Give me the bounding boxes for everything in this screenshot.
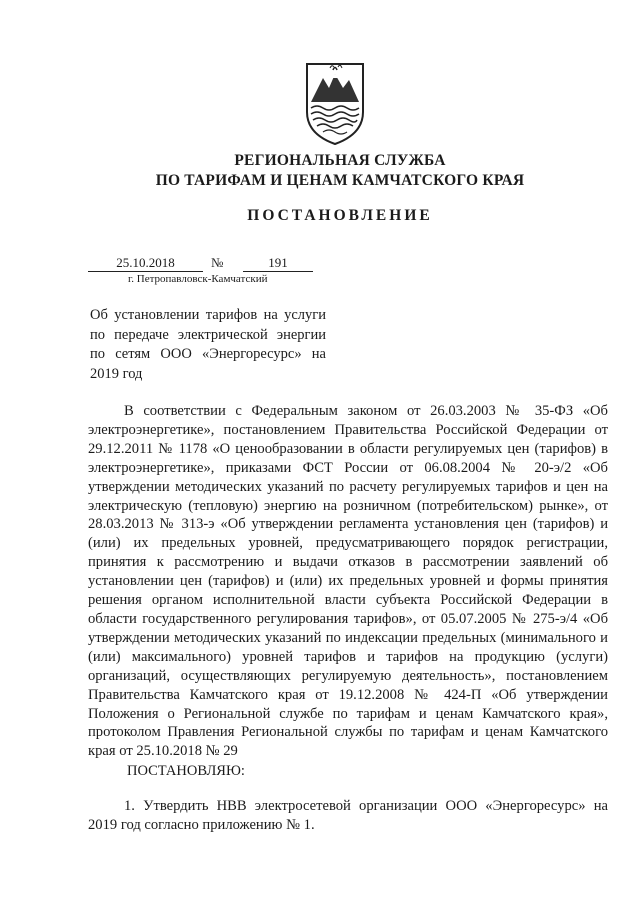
document-city: г. Петропавловск-Камчатский — [128, 273, 268, 285]
organization-name-line2: ПО ТАРИФАМ И ЦЕНАМ КАМЧАТСКОГО КРАЯ — [155, 172, 525, 189]
preamble-paragraph: В соответствии с Федеральным законом от 26.03.2003 № 35-ФЗ «Об электроэнергетике», постановлением Правительства Российской Федерации от 29.12.2011 № 1178 «О ценообразовании в области регулируемых цен (тарифов) в электроэнергетике», приказами ФСТ России от 06.08.2004 № 20-э/2 «Об утверждении методических указаний по расчету регулируемых тарифов и цен на электрическую (тепловую) энергию на розничном (потребительском) рынке», от 28.03.2013 № 313-э «Об утверждении регламента установления цен (тарифов) и (или) их предельных уровней, предусматривающего порядок регистрации, принятия к рассмотрению и выдачи отказов в рассмотрении заявлений об установлении цен (тарифов) и (или) их предельных уровней и формы принятия решения органом исполнительной власти субъекта Российской Федерации в области государственного регулирования тарифов», от 05.07.2005 № 275-э/4 «Об утверждении методических указаний по индексации предельных (минимального и (или) максимального) уровней тарифов и тарифов на продукцию (услуги) организаций, осуществляющих регулируемую деятельность», постановлением Правительства Камчатского края от 19.12.2008 № 424-П «Об утверждении Положения о Региональной службе по тарифам и ценам Камчатского края», протоколом Правления Региональной службы по тарифам и ценам Камчатского края от 25.10.2018 № 29 — [88, 403, 608, 760]
decree-item-1: 1. Утвердить НВВ электросетевой организации ООО «Энергоресурс» на 2019 год согласно приложению № 1. — [88, 798, 608, 833]
kamchatka-coat-of-arms-emblem — [303, 60, 367, 146]
number-sign: № — [211, 255, 224, 270]
document-type-title: ПОСТАНОВЛЕНИЕ — [247, 207, 433, 224]
organization-name-line1: РЕГИОНАЛЬНАЯ СЛУЖБА — [234, 152, 446, 169]
document-date: 25.10.2018 — [88, 255, 203, 271]
document-number: 191 — [243, 255, 313, 271]
document-subject: Об установлении тарифов на услуги по передаче электрической энергии по сетям ООО «Энергоресурс» на 2019 год — [90, 307, 326, 382]
decree-heading: ПОСТАНОВЛЯЮ: — [127, 763, 245, 779]
